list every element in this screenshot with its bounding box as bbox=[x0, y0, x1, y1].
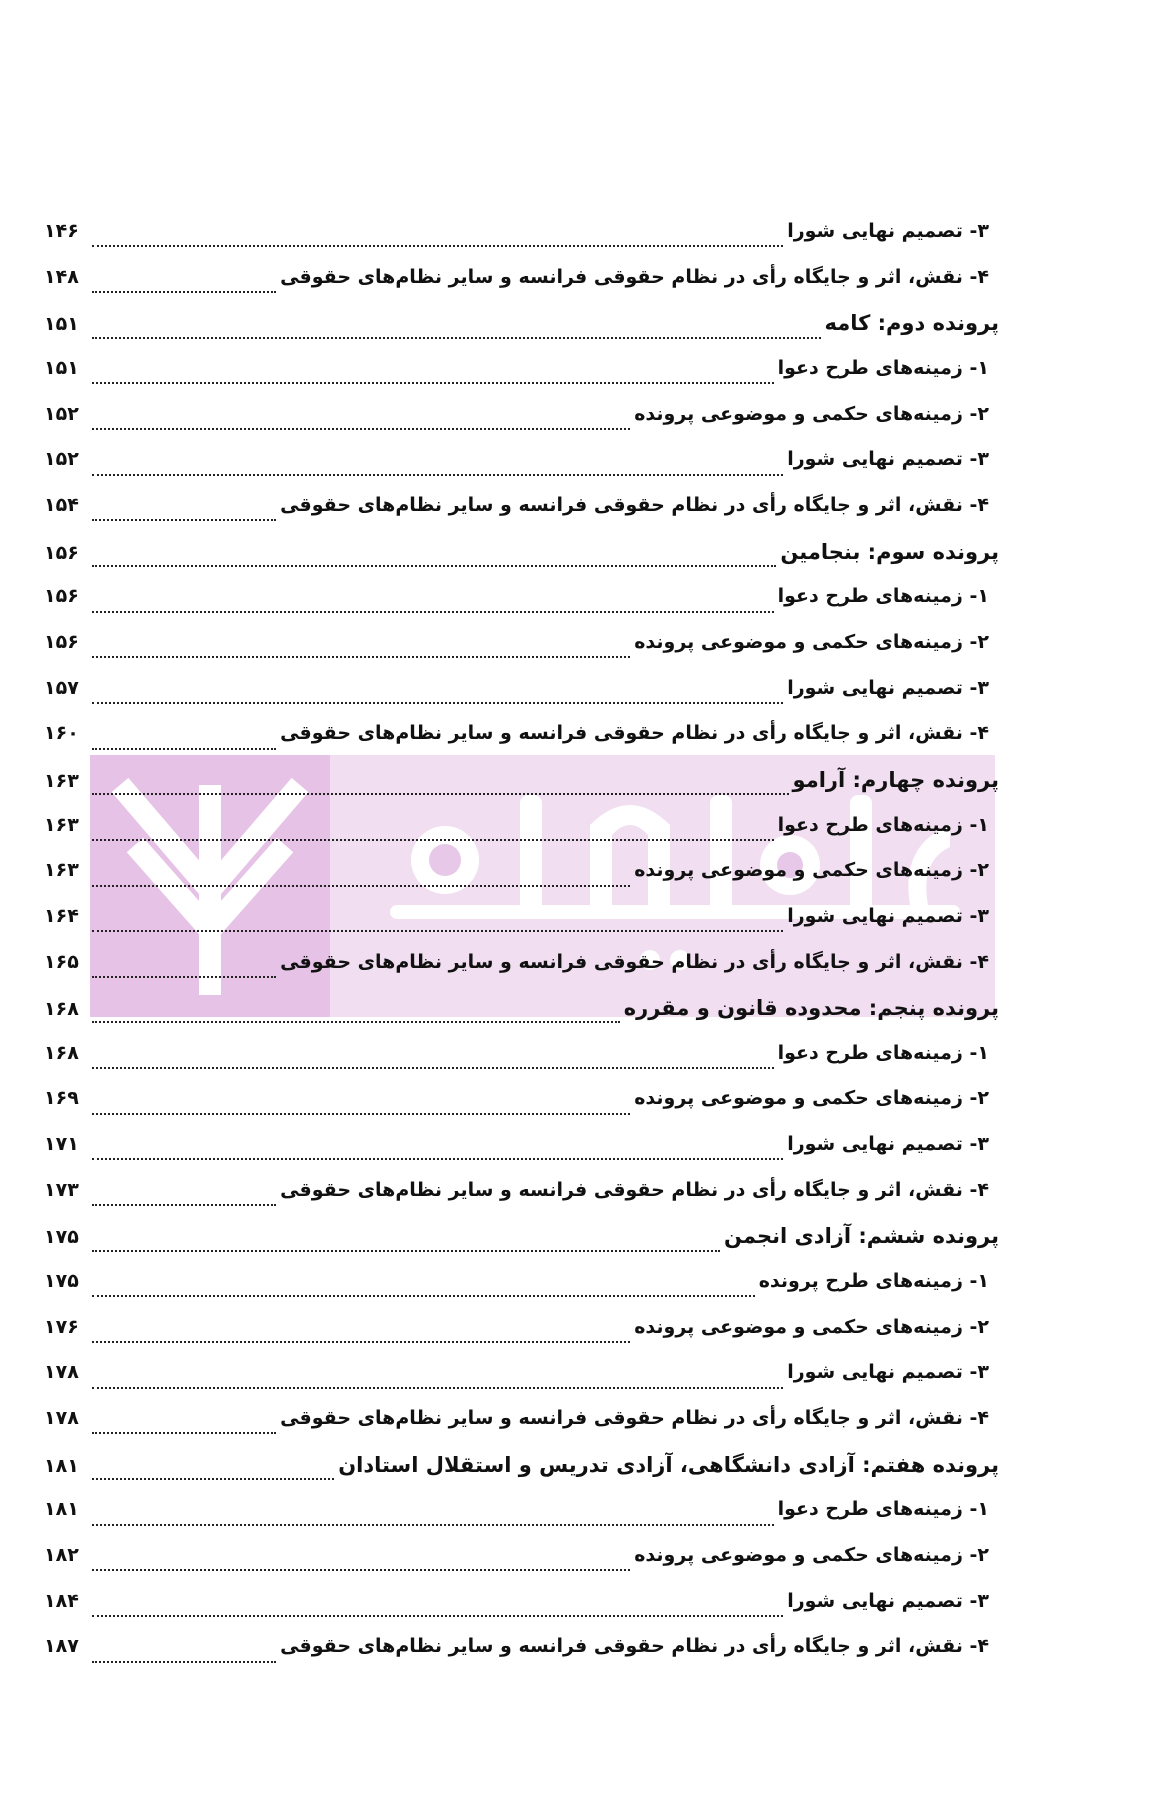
dot-leader bbox=[92, 792, 789, 795]
toc-entry[interactable] bbox=[44, 716, 999, 762]
toc-entry-page: ۱۶۳ bbox=[44, 859, 79, 882]
toc-entry[interactable] bbox=[44, 397, 999, 443]
toc-entry[interactable] bbox=[44, 488, 999, 534]
toc-entry-title: ۴- نقش، اثر و جایگاه رأی در نظام حقوقی فرانسه و سایر نظام‌های حقوقی bbox=[280, 950, 989, 973]
toc-entry-title: ۳- تصمیم نهایی شورا bbox=[787, 1589, 989, 1612]
toc-entry[interactable] bbox=[44, 579, 999, 625]
toc-entry-page: ۱۵۶ bbox=[44, 541, 79, 564]
toc-entry-page: ۱۷۳ bbox=[44, 1178, 79, 1201]
toc-case-heading[interactable] bbox=[44, 534, 999, 580]
toc-entry[interactable] bbox=[44, 442, 999, 488]
toc-entry-title: پرونده چهارم: آرامو bbox=[792, 767, 999, 792]
toc-entry-title: ۴- نقش، اثر و جایگاه رأی در نظام حقوقی فرانسه و سایر نظام‌های حقوقی bbox=[280, 1407, 989, 1430]
dot-leader bbox=[92, 1249, 720, 1252]
toc-entry-title: پرونده سوم: بنجامین bbox=[780, 539, 999, 564]
toc-entry[interactable] bbox=[44, 260, 999, 306]
toc-entry[interactable] bbox=[44, 351, 999, 397]
toc-entry-page: ۱۶۵ bbox=[44, 950, 79, 973]
toc-entry[interactable] bbox=[44, 1036, 999, 1082]
toc-entry-title: پرونده هفتم: آزادی دانشگاهی، آزادی تدریس و استقلال استادان bbox=[338, 1452, 999, 1477]
toc-entry-page: ۱۶۳ bbox=[44, 769, 79, 792]
toc-entry-page: ۱۵۶ bbox=[44, 630, 79, 653]
toc-entry[interactable] bbox=[44, 671, 999, 717]
toc-entry-page: ۱۴۸ bbox=[44, 265, 79, 288]
dot-leader bbox=[92, 701, 783, 704]
toc-case-heading[interactable] bbox=[44, 990, 999, 1036]
toc-entry-page: ۱۸۲ bbox=[44, 1544, 79, 1567]
toc-entry-title: ۳- تصمیم نهایی شورا bbox=[787, 220, 989, 242]
toc-case-heading[interactable] bbox=[44, 762, 999, 808]
toc-entry-page: ۱۶۳ bbox=[44, 813, 79, 836]
toc-entry-page: ۱۵۴ bbox=[44, 493, 79, 516]
dot-leader bbox=[92, 1477, 334, 1480]
toc-entry-title: ۳- تصمیم نهایی شورا bbox=[787, 904, 989, 927]
table-of-contents bbox=[44, 214, 999, 1675]
toc-entry-page: ۱۴۶ bbox=[44, 220, 79, 242]
toc-entry[interactable] bbox=[44, 1629, 999, 1675]
toc-entry-page: ۱۵۶ bbox=[44, 585, 79, 608]
toc-entry-title: پرونده دوم: کامه bbox=[824, 311, 999, 336]
dot-leader bbox=[92, 244, 783, 247]
dot-leader bbox=[92, 1431, 276, 1434]
toc-entry[interactable] bbox=[44, 1584, 999, 1630]
dot-leader bbox=[92, 929, 783, 932]
toc-entry-page: ۱۵۱ bbox=[44, 356, 79, 379]
toc-entry-page: ۱۸۷ bbox=[44, 1635, 79, 1658]
toc-entry[interactable] bbox=[44, 1264, 999, 1310]
toc-entry-title: ۴- نقش، اثر و جایگاه رأی در نظام حقوقی فرانسه و سایر نظام‌های حقوقی bbox=[280, 265, 989, 288]
toc-entry-title: ۴- نقش، اثر و جایگاه رأی در نظام حقوقی فرانسه و سایر نظام‌های حقوقی bbox=[280, 1635, 989, 1658]
toc-entry-title: ۱- زمینه‌های طرح دعوا bbox=[777, 356, 989, 379]
toc-entry-title: ۳- تصمیم نهایی شورا bbox=[787, 1133, 989, 1156]
dot-leader bbox=[92, 1294, 755, 1297]
dot-leader bbox=[92, 518, 276, 521]
toc-entry-title: پرونده پنجم: محدوده قانون و مقرره bbox=[623, 996, 999, 1021]
toc-entry-title: ۱- زمینه‌های طرح دعوا bbox=[777, 813, 989, 836]
toc-entry-title: ۳- تصمیم نهایی شورا bbox=[787, 448, 989, 471]
toc-entry-title: ۱- زمینه‌های طرح پرونده bbox=[758, 1270, 989, 1293]
toc-entry[interactable] bbox=[44, 625, 999, 671]
toc-entry[interactable] bbox=[44, 1127, 999, 1173]
dot-leader bbox=[92, 1568, 630, 1571]
dot-leader bbox=[92, 564, 776, 567]
toc-entry-page: ۱۵۲ bbox=[44, 402, 79, 425]
toc-entry-title: ۴- نقش، اثر و جایگاه رأی در نظام حقوقی فرانسه و سایر نظام‌های حقوقی bbox=[280, 722, 989, 745]
dot-leader bbox=[92, 1523, 774, 1526]
dot-leader bbox=[92, 1340, 630, 1343]
toc-case-heading[interactable] bbox=[44, 1447, 999, 1493]
toc-entry-title: ۲- زمینه‌های حکمی و موضوعی پرونده bbox=[634, 630, 989, 653]
dot-leader bbox=[92, 884, 630, 887]
toc-entry[interactable] bbox=[44, 214, 999, 260]
dot-leader bbox=[92, 838, 774, 841]
dot-leader bbox=[92, 1020, 620, 1023]
toc-entry[interactable] bbox=[44, 1173, 999, 1219]
toc-entry-page: ۱۸۴ bbox=[44, 1589, 79, 1612]
dot-leader bbox=[92, 473, 783, 476]
toc-entry-title: ۲- زمینه‌های حکمی و موضوعی پرونده bbox=[634, 1087, 989, 1110]
toc-entry-title: ۲- زمینه‌های حکمی و موضوعی پرونده bbox=[634, 859, 989, 882]
toc-entry-page: ۱۷۶ bbox=[44, 1315, 79, 1338]
dot-leader bbox=[92, 975, 276, 978]
toc-entry-page: ۱۶۸ bbox=[44, 998, 79, 1021]
toc-entry-title: ۲- زمینه‌های حکمی و موضوعی پرونده bbox=[634, 402, 989, 425]
toc-entry-page: ۱۶۰ bbox=[44, 722, 79, 745]
dot-leader bbox=[92, 1386, 783, 1389]
dot-leader bbox=[92, 610, 774, 613]
toc-entry-title: ۱- زمینه‌های طرح دعوا bbox=[777, 585, 989, 608]
toc-entry[interactable] bbox=[44, 808, 999, 854]
toc-case-heading[interactable] bbox=[44, 1218, 999, 1264]
toc-entry[interactable] bbox=[44, 1081, 999, 1127]
toc-entry[interactable] bbox=[44, 945, 999, 991]
dot-leader bbox=[92, 1157, 783, 1160]
toc-entry-title: ۱- زمینه‌های طرح دعوا bbox=[777, 1041, 989, 1064]
toc-entry[interactable] bbox=[44, 853, 999, 899]
dot-leader bbox=[92, 336, 821, 339]
toc-entry-page: ۱۵۲ bbox=[44, 448, 79, 471]
toc-entry-title: ۱- زمینه‌های طرح دعوا bbox=[777, 1498, 989, 1521]
toc-entry-page: ۱۶۴ bbox=[44, 904, 79, 927]
toc-entry-page: ۱۷۸ bbox=[44, 1407, 79, 1430]
dot-leader bbox=[92, 747, 276, 750]
dot-leader bbox=[92, 1660, 276, 1663]
dot-leader bbox=[92, 1614, 783, 1617]
dot-leader bbox=[92, 1112, 630, 1115]
dot-leader bbox=[92, 1203, 276, 1206]
toc-entry[interactable] bbox=[44, 1538, 999, 1584]
toc-entry-title: ۲- زمینه‌های حکمی و موضوعی پرونده bbox=[634, 1544, 989, 1567]
dot-leader bbox=[92, 427, 630, 430]
toc-entry-page: ۱۸۱ bbox=[44, 1454, 79, 1477]
toc-entry-page: ۱۵۷ bbox=[44, 676, 79, 699]
toc-entry-title: ۳- تصمیم نهایی شورا bbox=[787, 676, 989, 699]
toc-entry-page: ۱۶۸ bbox=[44, 1041, 79, 1064]
toc-entry[interactable] bbox=[44, 1492, 999, 1538]
toc-entry[interactable] bbox=[44, 899, 999, 945]
toc-entry-page: ۱۷۵ bbox=[44, 1270, 79, 1293]
dot-leader bbox=[92, 290, 276, 293]
toc-entry-title: ۲- زمینه‌های حکمی و موضوعی پرونده bbox=[634, 1315, 989, 1338]
toc-entry[interactable] bbox=[44, 1310, 999, 1356]
toc-entry-page: ۱۷۸ bbox=[44, 1361, 79, 1384]
dot-leader bbox=[92, 655, 630, 658]
toc-entry-title: پرونده ششم: آزادی انجمن bbox=[724, 1224, 999, 1249]
toc-entry-title: ۴- نقش، اثر و جایگاه رأی در نظام حقوقی فرانسه و سایر نظام‌های حقوقی bbox=[280, 493, 989, 516]
dot-leader bbox=[92, 381, 774, 384]
toc-entry[interactable] bbox=[44, 1401, 999, 1447]
toc-entry-page: ۱۶۹ bbox=[44, 1087, 79, 1110]
toc-entry[interactable] bbox=[44, 1355, 999, 1401]
toc-entry-title: ۳- تصمیم نهایی شورا bbox=[787, 1361, 989, 1384]
toc-entry-page: ۱۷۵ bbox=[44, 1226, 79, 1249]
toc-entry-page: ۱۸۱ bbox=[44, 1498, 79, 1521]
toc-entry-page: ۱۷۱ bbox=[44, 1133, 79, 1156]
toc-entry-title: ۴- نقش، اثر و جایگاه رأی در نظام حقوقی فرانسه و سایر نظام‌های حقوقی bbox=[280, 1178, 989, 1201]
dot-leader bbox=[92, 1066, 774, 1069]
toc-entry-page: ۱۵۱ bbox=[44, 313, 79, 336]
toc-case-heading[interactable] bbox=[44, 305, 999, 351]
